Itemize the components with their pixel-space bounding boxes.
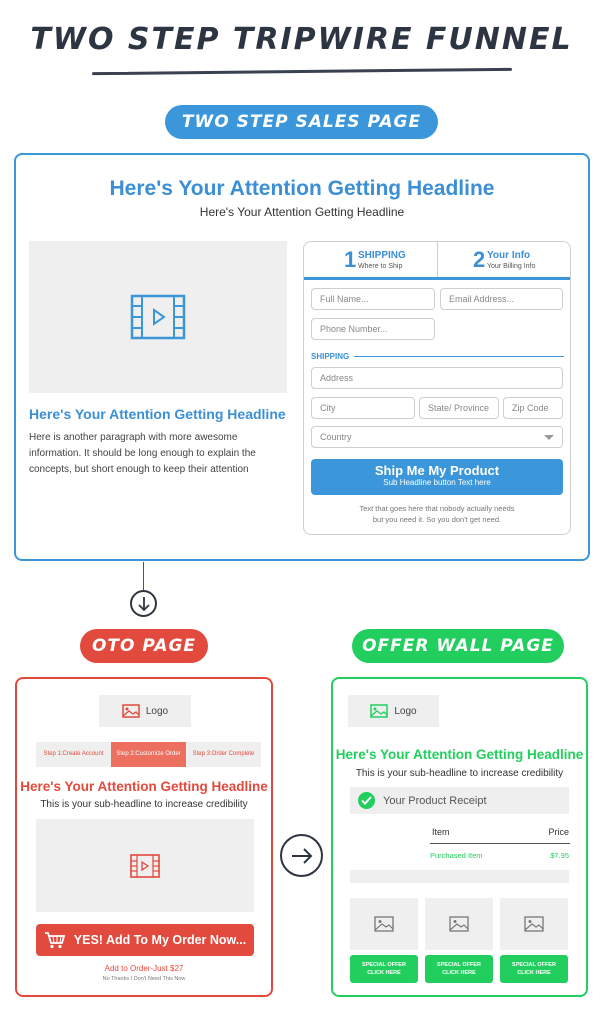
offer-button-line-1: SPECIAL OFFER xyxy=(437,962,481,968)
image-icon xyxy=(370,704,388,718)
step-title: Your Info xyxy=(487,250,531,261)
logo-text: Logo xyxy=(394,705,417,717)
oto-step-3: Step 3:Order Complete xyxy=(192,751,255,757)
shipping-section-label: SHIPPING xyxy=(311,352,350,361)
zip-field[interactable]: Zip Code xyxy=(503,397,563,419)
oto-step-2: Step 2:Customize Order xyxy=(111,742,186,767)
step-description: Your Billing Info xyxy=(487,263,536,270)
offer-wall-pill: OFFER WALL PAGE xyxy=(352,629,564,663)
oto-add-to-order-text[interactable]: Add to Order-Just $27 xyxy=(104,964,184,973)
arrow-down-icon xyxy=(130,590,157,617)
ship-button-label: Ship Me My Product xyxy=(374,463,500,478)
sales-subheadline: Here's Your Attention Getting Headline xyxy=(199,205,405,219)
video-section-paragraph: Here is another paragraph with more awesome information. It should be long enough to explain the concepts, but short enough to keep their attention xyxy=(29,432,256,475)
image-icon xyxy=(449,916,469,932)
country-select[interactable] xyxy=(311,426,563,448)
page-title: TWO STEP TRIPWIRE FUNNEL xyxy=(30,22,573,57)
table-row-price: $7.95 xyxy=(550,851,569,860)
sales-page-pill: TWO STEP SALES PAGE xyxy=(165,105,438,139)
receipt-bar xyxy=(350,787,569,814)
oto-logo xyxy=(99,695,191,727)
ship-button-sublabel: Sub Headline button Text here xyxy=(383,478,491,487)
sales-page-panel xyxy=(14,153,590,561)
offer-image-1 xyxy=(350,898,418,950)
placeholder-bar xyxy=(350,870,569,883)
no-thanks-link[interactable]: No Thanks I Don't Need This Now xyxy=(102,976,186,982)
cart-icon xyxy=(44,931,66,949)
image-icon xyxy=(524,916,544,932)
form-note-line-2: but you need it. So you don't get need. xyxy=(372,515,502,524)
special-offer-button-2[interactable] xyxy=(425,955,493,983)
offer-button-line-2: CLICK HERE xyxy=(517,970,551,976)
oto-page-pill: OTO PAGE xyxy=(80,629,208,663)
form-note-line-1: Text that goes here that nobody actually needs xyxy=(359,504,515,513)
yes-add-to-order-button[interactable] xyxy=(36,924,254,956)
oto-progress-steps xyxy=(36,742,261,767)
offer-image-3 xyxy=(500,898,568,950)
email-field[interactable]: Email Address... xyxy=(440,288,563,310)
chevron-down-icon xyxy=(544,435,554,440)
step-title: SHIPPING xyxy=(358,250,406,261)
connector-line xyxy=(143,562,144,590)
offer-wall-headline: Here's Your Attention Getting Headline xyxy=(335,747,584,762)
arrow-right-icon xyxy=(280,834,323,877)
table-header-price: Price xyxy=(548,827,569,837)
country-select-label: Country xyxy=(320,432,352,442)
state-field[interactable]: State/ Province xyxy=(419,397,499,419)
table-header-item: Item xyxy=(432,827,450,837)
check-icon xyxy=(358,792,375,809)
special-offer-button-1[interactable] xyxy=(350,955,418,983)
oto-subheadline: This is your sub-headline to increase credibility xyxy=(40,799,248,810)
sales-video[interactable] xyxy=(29,241,287,393)
offer-wall-panel xyxy=(331,677,588,997)
form-note xyxy=(304,503,570,525)
image-icon xyxy=(374,916,394,932)
two-step-order-form xyxy=(303,241,571,535)
city-field[interactable]: City xyxy=(311,397,415,419)
oto-page-panel xyxy=(15,677,273,997)
offer-button-line-1: SPECIAL OFFER xyxy=(362,962,406,968)
table-row-item: Purchased Item xyxy=(430,851,483,860)
step-tabs xyxy=(304,242,570,280)
step-description: Where to Ship xyxy=(358,263,403,270)
image-icon xyxy=(122,704,140,718)
title-underline xyxy=(92,68,512,75)
oto-step-1: Step 1:Create Account xyxy=(43,751,104,757)
offer-button-line-2: CLICK HERE xyxy=(442,970,476,976)
step-number: 1 xyxy=(344,247,357,272)
logo-text: Logo xyxy=(145,705,169,717)
special-offer-button-3[interactable] xyxy=(500,955,568,983)
video-icon xyxy=(130,294,186,340)
offer-wall-subheadline: This is your sub-headline to increase credibility xyxy=(355,768,564,779)
oto-video[interactable] xyxy=(36,819,254,912)
offer-button-line-2: CLICK HERE xyxy=(367,970,401,976)
offer-button-line-1: SPECIAL OFFER xyxy=(512,962,556,968)
shipping-divider xyxy=(354,356,564,357)
step-number: 2 xyxy=(473,247,486,272)
sales-headline: Here's Your Attention Getting Headline xyxy=(109,177,495,200)
table-divider xyxy=(430,843,570,844)
offer-wall-logo xyxy=(348,695,439,727)
receipt-label: Your Product Receipt xyxy=(383,794,487,807)
video-icon xyxy=(130,854,160,878)
tab-your-info[interactable] xyxy=(437,242,570,277)
tab-shipping[interactable] xyxy=(304,242,437,277)
oto-headline: Here's Your Attention Getting Headline xyxy=(20,779,268,794)
address-field[interactable]: Address xyxy=(311,367,563,389)
yes-button-label: YES! Add To My Order Now... xyxy=(73,933,247,947)
phone-field[interactable]: Phone Number... xyxy=(311,318,435,340)
offer-image-2 xyxy=(425,898,493,950)
ship-me-my-product-button[interactable] xyxy=(311,459,563,495)
video-section-headline: Here's Your Attention Getting Headline xyxy=(29,406,286,422)
full-name-field[interactable]: Full Name... xyxy=(311,288,435,310)
